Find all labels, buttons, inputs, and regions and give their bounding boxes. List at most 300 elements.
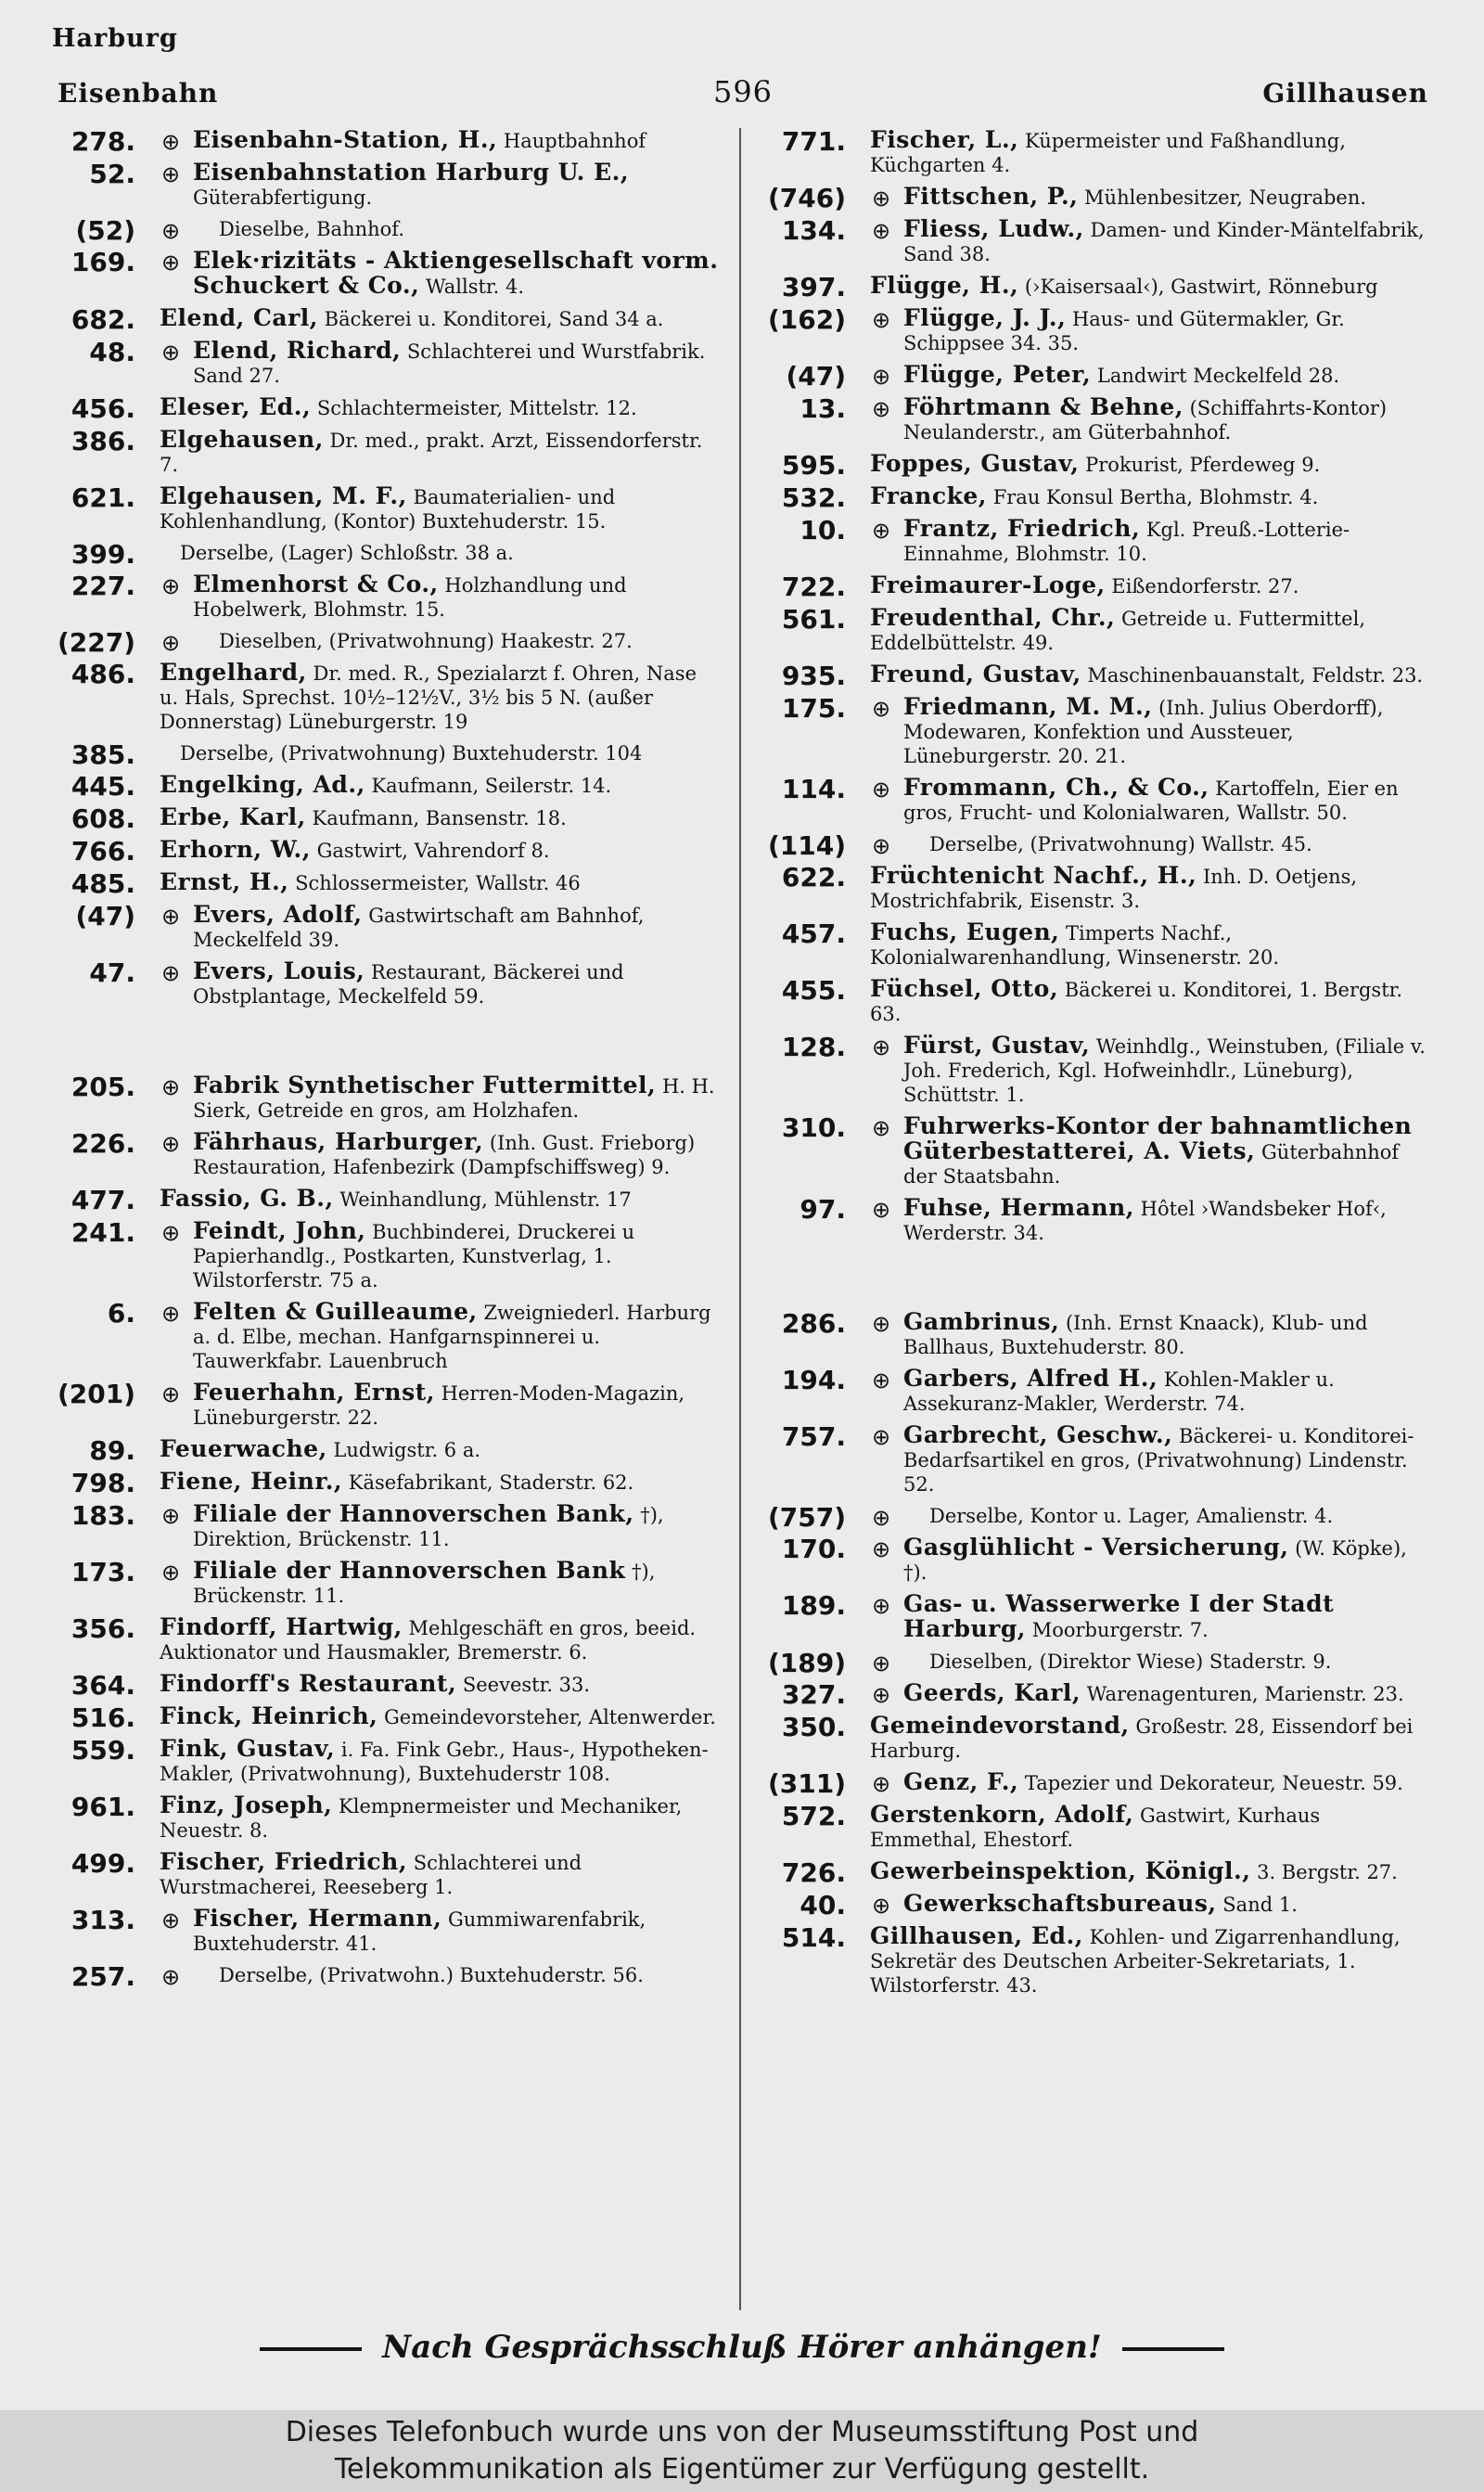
subscriber-details: Bäckerei u. Konditorei, 1. Bergstr. 63. <box>870 979 1403 1025</box>
subscriber-details: Kohlen-Makler u. Assekuranz-Makler, Werderstr. 74. <box>903 1368 1335 1415</box>
entry-text <box>929 1650 1430 1674</box>
subscriber-details: 3. Bergstr. 27. <box>1250 1861 1398 1883</box>
entry-text <box>160 1470 720 1495</box>
entry-text <box>160 1850 720 1899</box>
phone-number: 486. <box>70 659 135 689</box>
entry-text <box>160 1672 720 1697</box>
entry-text <box>160 661 720 734</box>
directory-entry <box>766 395 1430 444</box>
directory-entry <box>56 161 720 210</box>
entry-text <box>870 274 1430 299</box>
entry-text <box>903 1034 1430 1107</box>
subscriber-details: Hauptbahnhof <box>497 130 646 152</box>
long-distance-mark-icon: ⊕ <box>160 1503 181 1529</box>
directory-entry <box>56 215 720 246</box>
entry-text <box>870 573 1430 598</box>
entry-text <box>903 185 1430 210</box>
subscriber-name: Freudenthal, Chr., <box>870 604 1116 631</box>
subscriber-name: Fink, Gustav, <box>160 1735 336 1762</box>
long-distance-mark-icon: ⊕ <box>160 1220 181 1246</box>
directory-entry <box>56 393 720 424</box>
phone-number: 572. <box>781 1801 846 1831</box>
subscriber-name: Fittschen, P., <box>903 183 1079 210</box>
entry-text <box>193 959 720 1008</box>
directory-entry <box>766 183 1430 213</box>
entry-text <box>160 306 720 331</box>
subscriber-name: Genz, F., <box>903 1768 1019 1795</box>
subscriber-name: Fürst, Gustav, <box>903 1032 1091 1059</box>
directory-entry <box>766 1367 1430 1416</box>
entry-text <box>193 1073 720 1123</box>
subscriber-name: Geerds, Karl, <box>903 1679 1081 1706</box>
entry-text <box>903 1423 1430 1496</box>
long-distance-mark-icon: ⊕ <box>160 1131 181 1157</box>
long-distance-mark-icon: ⊕ <box>160 1074 181 1100</box>
phone-number: (189) <box>767 1648 846 1678</box>
directory-entry <box>766 1857 1430 1888</box>
subscriber-name: Fuchs, Eugen, <box>870 918 1060 945</box>
long-distance-mark-icon: ⊕ <box>871 1311 891 1337</box>
directory-entry <box>766 450 1430 481</box>
directory-entry <box>766 1535 1430 1585</box>
entry-text <box>903 1535 1430 1585</box>
phone-number: 559. <box>70 1735 135 1766</box>
long-distance-mark-icon: ⊕ <box>160 250 181 276</box>
entry-text <box>160 395 720 420</box>
entry-text <box>903 363 1430 388</box>
directory-entry <box>56 428 720 477</box>
directory-entry <box>766 661 1430 691</box>
phone-number: 48. <box>89 337 135 367</box>
entry-text <box>929 832 1430 856</box>
directory-entry <box>766 1114 1430 1188</box>
subscriber-name: Fährhaus, Harburger, <box>193 1128 484 1155</box>
subscriber-name: Flügge, H., <box>870 272 1019 299</box>
directory-entry <box>766 920 1430 970</box>
subscriber-details: Gemeindevorsteher, Altenwerder. <box>377 1706 716 1728</box>
subscriber-details: Getreide u. Futtermittel, Eddelbüttelstr. 49. <box>870 608 1366 654</box>
directory-entry <box>56 739 720 770</box>
long-distance-mark-icon: ⊕ <box>871 1536 891 1562</box>
phone-number: 516. <box>70 1702 135 1733</box>
directory-entry <box>56 1185 720 1215</box>
long-distance-mark-icon: ⊕ <box>871 1682 891 1708</box>
entry-text <box>903 217 1430 266</box>
subscriber-name: Foppes, Gustav, <box>870 450 1080 477</box>
directory-entry <box>766 1310 1430 1359</box>
subscriber-name: Fuhse, Hermann, <box>903 1194 1134 1221</box>
subscriber-details: Moorburgerstr. 7. <box>1026 1619 1209 1641</box>
directory-entry <box>766 606 1430 655</box>
phone-number: 397. <box>781 272 846 302</box>
long-distance-mark-icon: ⊕ <box>871 777 891 803</box>
long-distance-mark-icon: ⊕ <box>871 518 891 544</box>
long-distance-mark-icon: ⊕ <box>160 129 181 155</box>
subscriber-name: Gasglühlicht - Versicherung, <box>903 1534 1289 1561</box>
subscriber-details: Zweigniederl. Harburg a. d. Elbe, mechan. Hanfgarnspinnerei u. Tauwerkfabr. Lauenbruch <box>193 1302 711 1372</box>
long-distance-mark-icon: ⊕ <box>871 1034 891 1060</box>
long-distance-mark-icon: ⊕ <box>160 573 181 599</box>
phone-number: 682. <box>70 304 135 335</box>
entry-text <box>160 484 720 533</box>
directory-entry <box>766 517 1430 566</box>
subscriber-details: Güterabfertigung. <box>193 186 373 209</box>
directory-entry <box>766 1768 1430 1799</box>
directory-entry <box>766 1648 1430 1678</box>
directory-entry <box>766 977 1430 1026</box>
notice-line-1: Dieses Telefonbuch wurde uns von der Museumsstiftung Post und <box>285 2416 1199 2448</box>
entry-text <box>193 339 720 388</box>
entry-text <box>160 428 720 477</box>
footer-text: Nach Gesprächsschluß Hörer anhängen! <box>382 2329 1102 2366</box>
phone-number: 52. <box>89 159 135 189</box>
subscriber-details: (›Kaisersaal‹), Gastwirt, Rönneburg <box>1018 276 1378 298</box>
left-column <box>56 128 720 2310</box>
long-distance-mark-icon: ⊕ <box>160 161 181 187</box>
entry-text <box>193 161 720 210</box>
notice-line-2: Telekommunikation als Eigentümer zur Verfügung gestellt. <box>334 2453 1150 2486</box>
entry-text <box>870 128 1430 177</box>
directory-entry <box>56 126 720 157</box>
phone-number: 257. <box>70 1961 135 1992</box>
entry-text <box>870 920 1430 970</box>
subscriber-details: Weinhdlg., Weinstuben, (Filiale v. Joh. Frederich, Kgl. Hofweinhdlr., Lüneburg), Schüttstr. 1. <box>903 1035 1426 1106</box>
directory-entry <box>56 903 720 952</box>
subscriber-name: Filiale der Hannoverschen Bank, <box>193 1500 634 1527</box>
phone-number: 722. <box>781 572 846 602</box>
entry-text <box>870 662 1430 687</box>
subscriber-details: Hôtel ›Wandsbeker Hof‹, Werderstr. 34. <box>903 1198 1387 1244</box>
entry-text <box>160 1615 720 1664</box>
entry-text <box>903 1196 1430 1245</box>
subscriber-details: (Schiffahrts-Kontor) Neulanderstr., am Güterbahnhof. <box>903 397 1388 443</box>
subscriber-details: Mühlenbesitzer, Neugraben. <box>1078 186 1367 209</box>
entry-text <box>870 864 1430 913</box>
directory-entry <box>766 1423 1430 1496</box>
subscriber-name: Elgehausen, <box>160 426 324 453</box>
subscriber-details: Großestr. 28, Eissendorf bei Harburg. <box>870 1715 1414 1762</box>
directory-entry <box>56 304 720 335</box>
long-distance-mark-icon: ⊕ <box>160 904 181 930</box>
subscriber-details: Derselbe, Kontor u. Lager, Amalienstr. 4. <box>929 1505 1334 1527</box>
subscriber-details: Herren-Moden-Magazin, Lüneburgerstr. 22. <box>193 1382 685 1429</box>
phone-number: 961. <box>70 1792 135 1822</box>
subscriber-details: Timperts Nachf., Kolonialwarenhandlung, Winsenerstr. 20. <box>870 922 1280 969</box>
long-distance-mark-icon: ⊕ <box>871 1771 891 1797</box>
header-city: Harburg <box>52 24 178 53</box>
directory-entry <box>56 539 720 570</box>
subscriber-details: Buchbinderei, Druckerei u Papierhandlg., Postkarten, Kunstverlag, 1. Wilstorferstr. 75 a. <box>193 1221 635 1291</box>
subscriber-details: Derselbe, (Privatwohnung) Buxtehuderstr. 104 <box>180 742 643 764</box>
subscriber-details: (Inh. Ernst Knaack), Klub- und Ballhaus, Buxtehuderstr. 80. <box>903 1312 1368 1358</box>
directory-entry <box>56 1961 720 1992</box>
directory-entry <box>56 1850 720 1899</box>
long-distance-mark-icon: ⊕ <box>871 1197 891 1223</box>
directory-entry <box>56 1737 720 1786</box>
directory-entry <box>56 1615 720 1664</box>
long-distance-mark-icon: ⊕ <box>871 186 891 212</box>
subscriber-name: Eleser, Ed., <box>160 393 312 420</box>
subscriber-details: Haus- und Gütermakler, Gr. Schippsee 34. 35. <box>903 308 1345 354</box>
phone-number: 310. <box>781 1112 846 1143</box>
footer-rule-left <box>260 2347 362 2351</box>
phone-number: 477. <box>70 1185 135 1215</box>
directory-entry <box>56 1502 720 1551</box>
phone-number: 175. <box>781 693 846 724</box>
subscriber-name: Fabrik Synthetischer Futtermittel, <box>193 1072 657 1098</box>
subscriber-name: Gillhausen, Ed., <box>870 1922 1083 1949</box>
subscriber-details: Bäckerei u. Konditorei, Sand 34 a. <box>318 308 664 330</box>
subscriber-name: Elend, Carl, <box>160 304 318 331</box>
subscriber-details: Landwirt Meckelfeld 28. <box>1091 365 1340 387</box>
directory-entry <box>56 572 720 622</box>
subscriber-details: Gastwirtschaft am Bahnhof, Meckelfeld 39. <box>193 905 645 951</box>
subscriber-name: Früchtenicht Nachf., H., <box>870 862 1197 889</box>
entry-text <box>193 903 720 952</box>
footer-instruction <box>0 2329 1484 2366</box>
entry-text <box>870 452 1430 477</box>
phone-number: (47) <box>786 361 846 392</box>
directory-entry <box>766 217 1430 266</box>
subscriber-name: Elgehausen, M. F., <box>160 482 407 509</box>
subscriber-details: Küpermeister und Faßhandlung, Küchgarten 4. <box>870 130 1346 176</box>
subscriber-name: Frommann, Ch., & Co., <box>903 774 1209 801</box>
subscriber-details: Derselbe, (Privatwohnung) Wallstr. 45. <box>929 833 1312 855</box>
directory-entry <box>766 128 1430 177</box>
subscriber-details: Kartoffeln, Eier en gros, Frucht- und Kolonialwaren, Wallstr. 50. <box>903 777 1399 824</box>
directory-entry <box>766 1034 1430 1107</box>
directory-entry <box>56 1435 720 1466</box>
subscriber-details: Bäckerei- u. Konditorei-Bedarfsartikel en gros, (Privatwohnung) Lindenstr. 52. <box>903 1425 1414 1496</box>
long-distance-mark-icon: ⊕ <box>871 1368 891 1394</box>
phone-number: 128. <box>781 1032 846 1062</box>
entry-text <box>903 306 1430 355</box>
directory-entry <box>56 1702 720 1733</box>
subscriber-name: Elek·rizitäts - Aktiengesellschaft vorm. Schuckert & Co., <box>193 247 719 299</box>
long-distance-mark-icon: ⊕ <box>871 1893 891 1919</box>
subscriber-details: Prokurist, Pferdeweg 9. <box>1079 454 1321 476</box>
phone-number: 935. <box>781 661 846 691</box>
entry-text <box>870 1714 1430 1763</box>
subscriber-details: Käsefabrikant, Staderstr. 62. <box>342 1471 634 1494</box>
subscriber-name: Findorff, Hartwig, <box>160 1613 403 1640</box>
phone-number: 327. <box>781 1679 846 1710</box>
directory-entry <box>766 1592 1430 1642</box>
long-distance-mark-icon: ⊕ <box>871 307 891 333</box>
header-right-keyword: Gillhausen <box>1262 78 1428 109</box>
long-distance-mark-icon: ⊕ <box>160 340 181 366</box>
phone-number: 278. <box>70 126 135 157</box>
entry-text <box>160 838 720 863</box>
subscriber-details: Dieselbe, Bahnhof. <box>219 218 404 240</box>
entry-text <box>903 1770 1430 1795</box>
phone-number: 40. <box>800 1890 846 1920</box>
subscriber-name: Erhorn, W., <box>160 836 311 863</box>
subscriber-name: Gambrinus, <box>903 1308 1060 1335</box>
entry-text <box>160 1737 720 1786</box>
subscriber-name: Föhrtmann & Behne, <box>903 393 1183 420</box>
phone-number: 621. <box>70 482 135 513</box>
entry-text <box>160 805 720 830</box>
subscriber-name: Gemeindevorstand, <box>870 1712 1130 1739</box>
long-distance-mark-icon: ⊕ <box>871 364 891 390</box>
directory-entry <box>766 695 1430 768</box>
phone-number: 485. <box>70 868 135 899</box>
directory-entry <box>56 803 720 834</box>
subscriber-name: Elend, Richard, <box>193 337 402 364</box>
long-distance-mark-icon: ⊕ <box>871 1115 891 1141</box>
subscriber-details: Sand 1. <box>1216 1894 1298 1916</box>
phone-number: 183. <box>70 1500 135 1531</box>
phone-number: 173. <box>70 1557 135 1587</box>
subscriber-details: Kgl. Preuß.-Lotterie-Einnahme, Blohmstr. 10. <box>903 519 1350 565</box>
entry-text <box>160 1793 720 1843</box>
phone-number: 595. <box>781 450 846 481</box>
subscriber-details: Kaufmann, Seilerstr. 14. <box>365 775 612 797</box>
entry-text <box>193 1381 720 1430</box>
phone-number: 456. <box>70 393 135 424</box>
phone-number: 350. <box>781 1712 846 1742</box>
phone-number: 286. <box>781 1308 846 1339</box>
subscriber-name: Freimaurer-Loge, <box>870 572 1106 598</box>
long-distance-mark-icon: ⊕ <box>160 218 181 244</box>
entry-text <box>160 1704 720 1729</box>
subscriber-name: Fischer, Friedrich, <box>160 1848 408 1875</box>
long-distance-mark-icon: ⊕ <box>871 833 891 859</box>
directory-entry <box>766 1502 1430 1533</box>
directory-entry <box>766 361 1430 392</box>
directory-entry <box>766 776 1430 825</box>
subscriber-name: Gewerkschaftsbureaus, <box>903 1890 1217 1917</box>
entry-text <box>870 1803 1430 1852</box>
subscriber-name: Evers, Adolf, <box>193 901 363 928</box>
subscriber-name: Finz, Joseph, <box>160 1792 333 1818</box>
entry-text <box>870 606 1430 655</box>
entry-text <box>193 1559 720 1608</box>
entry-text <box>193 1130 720 1179</box>
entry-text <box>903 1310 1430 1359</box>
phone-number: 205. <box>70 1072 135 1102</box>
directory-entry <box>766 1924 1430 1997</box>
subscriber-name: Erbe, Karl, <box>160 803 306 830</box>
directory-entry <box>56 1670 720 1701</box>
subscriber-name: Garbrecht, Geschw., <box>903 1421 1173 1448</box>
subscriber-name: Fischer, Hermann, <box>193 1905 442 1932</box>
subscriber-name: Eisenbahnstation Harburg U. E., <box>193 159 630 186</box>
long-distance-mark-icon: ⊕ <box>160 1964 181 1990</box>
directory-entry <box>56 627 720 658</box>
directory-entry <box>56 1130 720 1179</box>
page-header <box>58 74 1428 117</box>
phone-number: 189. <box>781 1590 846 1621</box>
subscriber-details: Dieselben, (Privatwohnung) Haakestr. 27. <box>219 630 633 652</box>
entry-text <box>903 1892 1430 1917</box>
subscriber-name: Friedmann, M. M., <box>903 693 1153 720</box>
subscriber-name: Feuerwache, <box>160 1435 327 1462</box>
subscriber-details: Tapezier und Dekorateur, Neuestr. 59. <box>1018 1772 1403 1794</box>
footer-rule-right <box>1122 2347 1224 2351</box>
subscriber-details: Wallstr. 4. <box>419 276 525 298</box>
subscriber-name: Gerstenkorn, Adolf, <box>870 1801 1134 1828</box>
subscriber-details: Dr. med., prakt. Arzt, Eissendorferstr. 7. <box>160 430 703 476</box>
subscriber-name: Frantz, Friedrich, <box>903 515 1141 542</box>
phone-number: 170. <box>781 1534 846 1564</box>
subscriber-name: Garbers, Alfred H., <box>903 1365 1158 1392</box>
subscriber-details: Gastwirt, Vahrendorf 8. <box>310 840 550 862</box>
ownership-notice <box>0 2410 1484 2492</box>
directory-entry <box>766 1196 1430 1245</box>
phone-number: 561. <box>781 604 846 635</box>
right-column <box>766 128 1430 2310</box>
long-distance-mark-icon: ⊕ <box>160 960 181 986</box>
entry-text <box>193 128 720 153</box>
subscriber-name: Fischer, L., <box>870 126 1019 153</box>
subscriber-name: Flügge, Peter, <box>903 361 1092 388</box>
phone-number: 97. <box>800 1194 846 1225</box>
page-number: 596 <box>712 74 774 109</box>
phone-number: 608. <box>70 803 135 834</box>
entry-text <box>219 217 720 241</box>
phone-number: (757) <box>767 1502 846 1533</box>
long-distance-mark-icon: ⊕ <box>160 1560 181 1586</box>
subscriber-details: Derselbe, (Privatwohn.) Buxtehuderstr. 56. <box>219 1964 644 1986</box>
entry-text <box>903 1681 1430 1706</box>
entry-text <box>903 395 1430 444</box>
long-distance-mark-icon: ⊕ <box>160 1381 181 1407</box>
phone-number: 455. <box>781 975 846 1006</box>
subscriber-details: Maschinenbauanstalt, Feldstr. 23. <box>1081 664 1424 687</box>
long-distance-mark-icon: ⊕ <box>871 1651 891 1676</box>
phone-number: 364. <box>70 1670 135 1701</box>
subscriber-name: Flügge, J. J., <box>903 304 1067 331</box>
directory-entry <box>56 1468 720 1498</box>
subscriber-details: Derselbe, (Lager) Schloßstr. 38 a. <box>180 542 514 564</box>
subscriber-name: Feindt, John, <box>193 1217 366 1244</box>
long-distance-mark-icon: ⊕ <box>160 1908 181 1933</box>
entry-text <box>903 1367 1430 1416</box>
entry-text <box>193 249 720 299</box>
subscriber-name: Evers, Louis, <box>193 957 365 984</box>
entry-text <box>903 695 1430 768</box>
entry-text <box>929 1504 1430 1528</box>
long-distance-mark-icon: ⊕ <box>871 396 891 422</box>
entry-text <box>160 1187 720 1212</box>
subscriber-details: Dieselben, (Direktor Wiese) Staderstr. 9. <box>929 1651 1332 1673</box>
entry-text <box>193 1219 720 1292</box>
directory-entry <box>766 1890 1430 1920</box>
phone-number: 241. <box>70 1217 135 1248</box>
phone-number: 47. <box>89 957 135 988</box>
subscriber-name: Felten & Guilleaume, <box>193 1298 478 1325</box>
directory-entry <box>56 1219 720 1292</box>
subscriber-name: Findorff's Restaurant, <box>160 1670 457 1697</box>
directory-entry <box>56 1073 720 1123</box>
subscriber-details: Schlachterei und Wurstfabrik. Sand 27. <box>193 340 706 387</box>
subscriber-details: Baumaterialien- und Kohlenhandlung, (Kontor) Buxtehuderstr. 15. <box>160 486 616 533</box>
entry-text <box>870 484 1430 509</box>
entry-text <box>160 1437 720 1462</box>
subscriber-details: Holzhandlung und Hobelwerk, Blohmstr. 15. <box>193 574 627 621</box>
directory-entry <box>766 1803 1430 1852</box>
subscriber-details: Mehlgeschäft en gros, beeid. Auktionator und Hausmakler, Bremerstr. 6. <box>160 1617 697 1663</box>
directory-entry <box>56 1793 720 1843</box>
directory-entry <box>766 572 1430 602</box>
long-distance-mark-icon: ⊕ <box>160 630 181 656</box>
subscriber-details: Eißendorferstr. 27. <box>1105 575 1299 597</box>
subscriber-name: Füchsel, Otto, <box>870 975 1059 1002</box>
long-distance-mark-icon: ⊕ <box>871 696 891 722</box>
entry-text <box>160 870 720 895</box>
